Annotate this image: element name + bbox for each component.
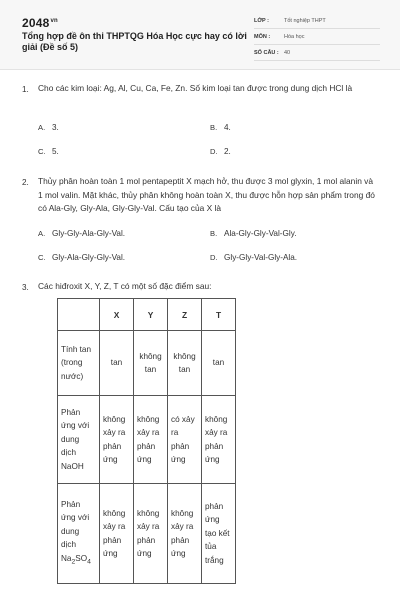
table-row <box>58 396 236 484</box>
question-1-text: Cho các kim loại: Ag, Al, Cu, Ca, Fe, Zn. Số kim loại tan được trong dung dịch HCl là <box>38 83 353 93</box>
table-cell: không xảy ra phản ứng <box>137 508 160 558</box>
meta-subject-value: Hóa học <box>284 34 305 40</box>
table-cell: không xảy ra phản ứng <box>103 414 126 464</box>
question-3-number: 3. <box>22 283 29 292</box>
site-logo[interactable]: $2048^{vn}$ <box>22 16 58 30</box>
question-1-option-a[interactable]: A. 3. <box>38 123 59 132</box>
meta-class-key: LỚP : <box>254 18 269 24</box>
row-label-solubility: Tính tan (trong nước) <box>61 344 92 381</box>
table-row <box>58 484 236 584</box>
table-header-y: Y <box>134 299 168 331</box>
question-2-option-b[interactable]: B. Ala-Gly-Gly-Val-Gly. <box>210 229 297 238</box>
table-cell: không tan <box>139 351 162 374</box>
meta-count-value: 40 <box>284 50 291 56</box>
question-1-option-d[interactable]: D. 2. <box>210 147 231 156</box>
question-1-number: 1. <box>22 85 29 94</box>
meta-count-row <box>254 45 380 61</box>
question-2-number: 2. <box>22 178 29 187</box>
question-2-text: Thủy phân hoàn toàn 1 mol pentapeptit X mạch hở, thu được 3 mol glyxin, 1 mol alanin và 1 mol valin. Mặt khác, thủy phân không hoàn toàn X, thu được hỗn hợp sản phẩm trong đó có Ala-Gly, Gly-Ala, Gly-Gly-Val. Cấu tạo của X là <box>38 176 375 213</box>
row-label-na2so4: Phản ứng với dung dịch $Na_2SO_4$ <box>61 499 91 566</box>
table-header-x: X <box>100 299 134 331</box>
exam-title: Tổng hợp đề ôn thi THPTQG Hóa Học cực hay có lời giải (Đề số 5) <box>22 31 247 52</box>
table-cell: không tan <box>173 351 196 374</box>
hydroxide-properties-table <box>57 298 236 584</box>
meta-subject-row <box>254 29 380 45</box>
table-header-empty <box>58 299 100 331</box>
meta-class-value: Tốt nghiệp THPT <box>284 18 326 24</box>
table-row <box>58 331 236 396</box>
table-header-z: Z <box>168 299 202 331</box>
table-header-row <box>58 299 236 331</box>
meta-subject-key: MÔN : <box>254 34 271 40</box>
question-2-option-a[interactable]: A. Gly-Gly-Ala-Gly-Val. <box>38 229 126 238</box>
document-header <box>0 0 400 70</box>
table-cell: tan <box>212 358 225 368</box>
table-cell: không xảy ra phản ứng <box>137 414 160 464</box>
question-2-option-d[interactable]: D. Gly-Gly-Val-Gly-Ala. <box>210 253 298 262</box>
table-cell: không xảy ra phản ứng <box>103 508 126 558</box>
row-label-naoh: Phản ứng với dung dịch NaOH <box>61 407 90 471</box>
table-cell: phản ứng tạo kết tủa trắng <box>205 501 230 565</box>
table-cell: có xảy ra phản ứng <box>171 414 195 464</box>
question-1-option-c[interactable]: C. 5. <box>38 147 59 156</box>
table-cell: không xảy ra phản ứng <box>205 414 228 464</box>
meta-class-row <box>254 13 380 29</box>
table-cell: không xảy ra phản ứng <box>171 508 194 558</box>
question-3-text: Các hiđroxit X, Y, Z, T có một số đặc điểm sau: <box>38 281 212 291</box>
question-1-option-b[interactable]: B. 4. <box>210 123 231 132</box>
meta-count-key: SỐ CÂU : <box>254 50 279 56</box>
table-cell: tan <box>110 358 123 368</box>
question-2-option-c[interactable]: C. Gly-Ala-Gly-Gly-Val. <box>38 253 126 262</box>
table-header-t: T <box>202 299 236 331</box>
